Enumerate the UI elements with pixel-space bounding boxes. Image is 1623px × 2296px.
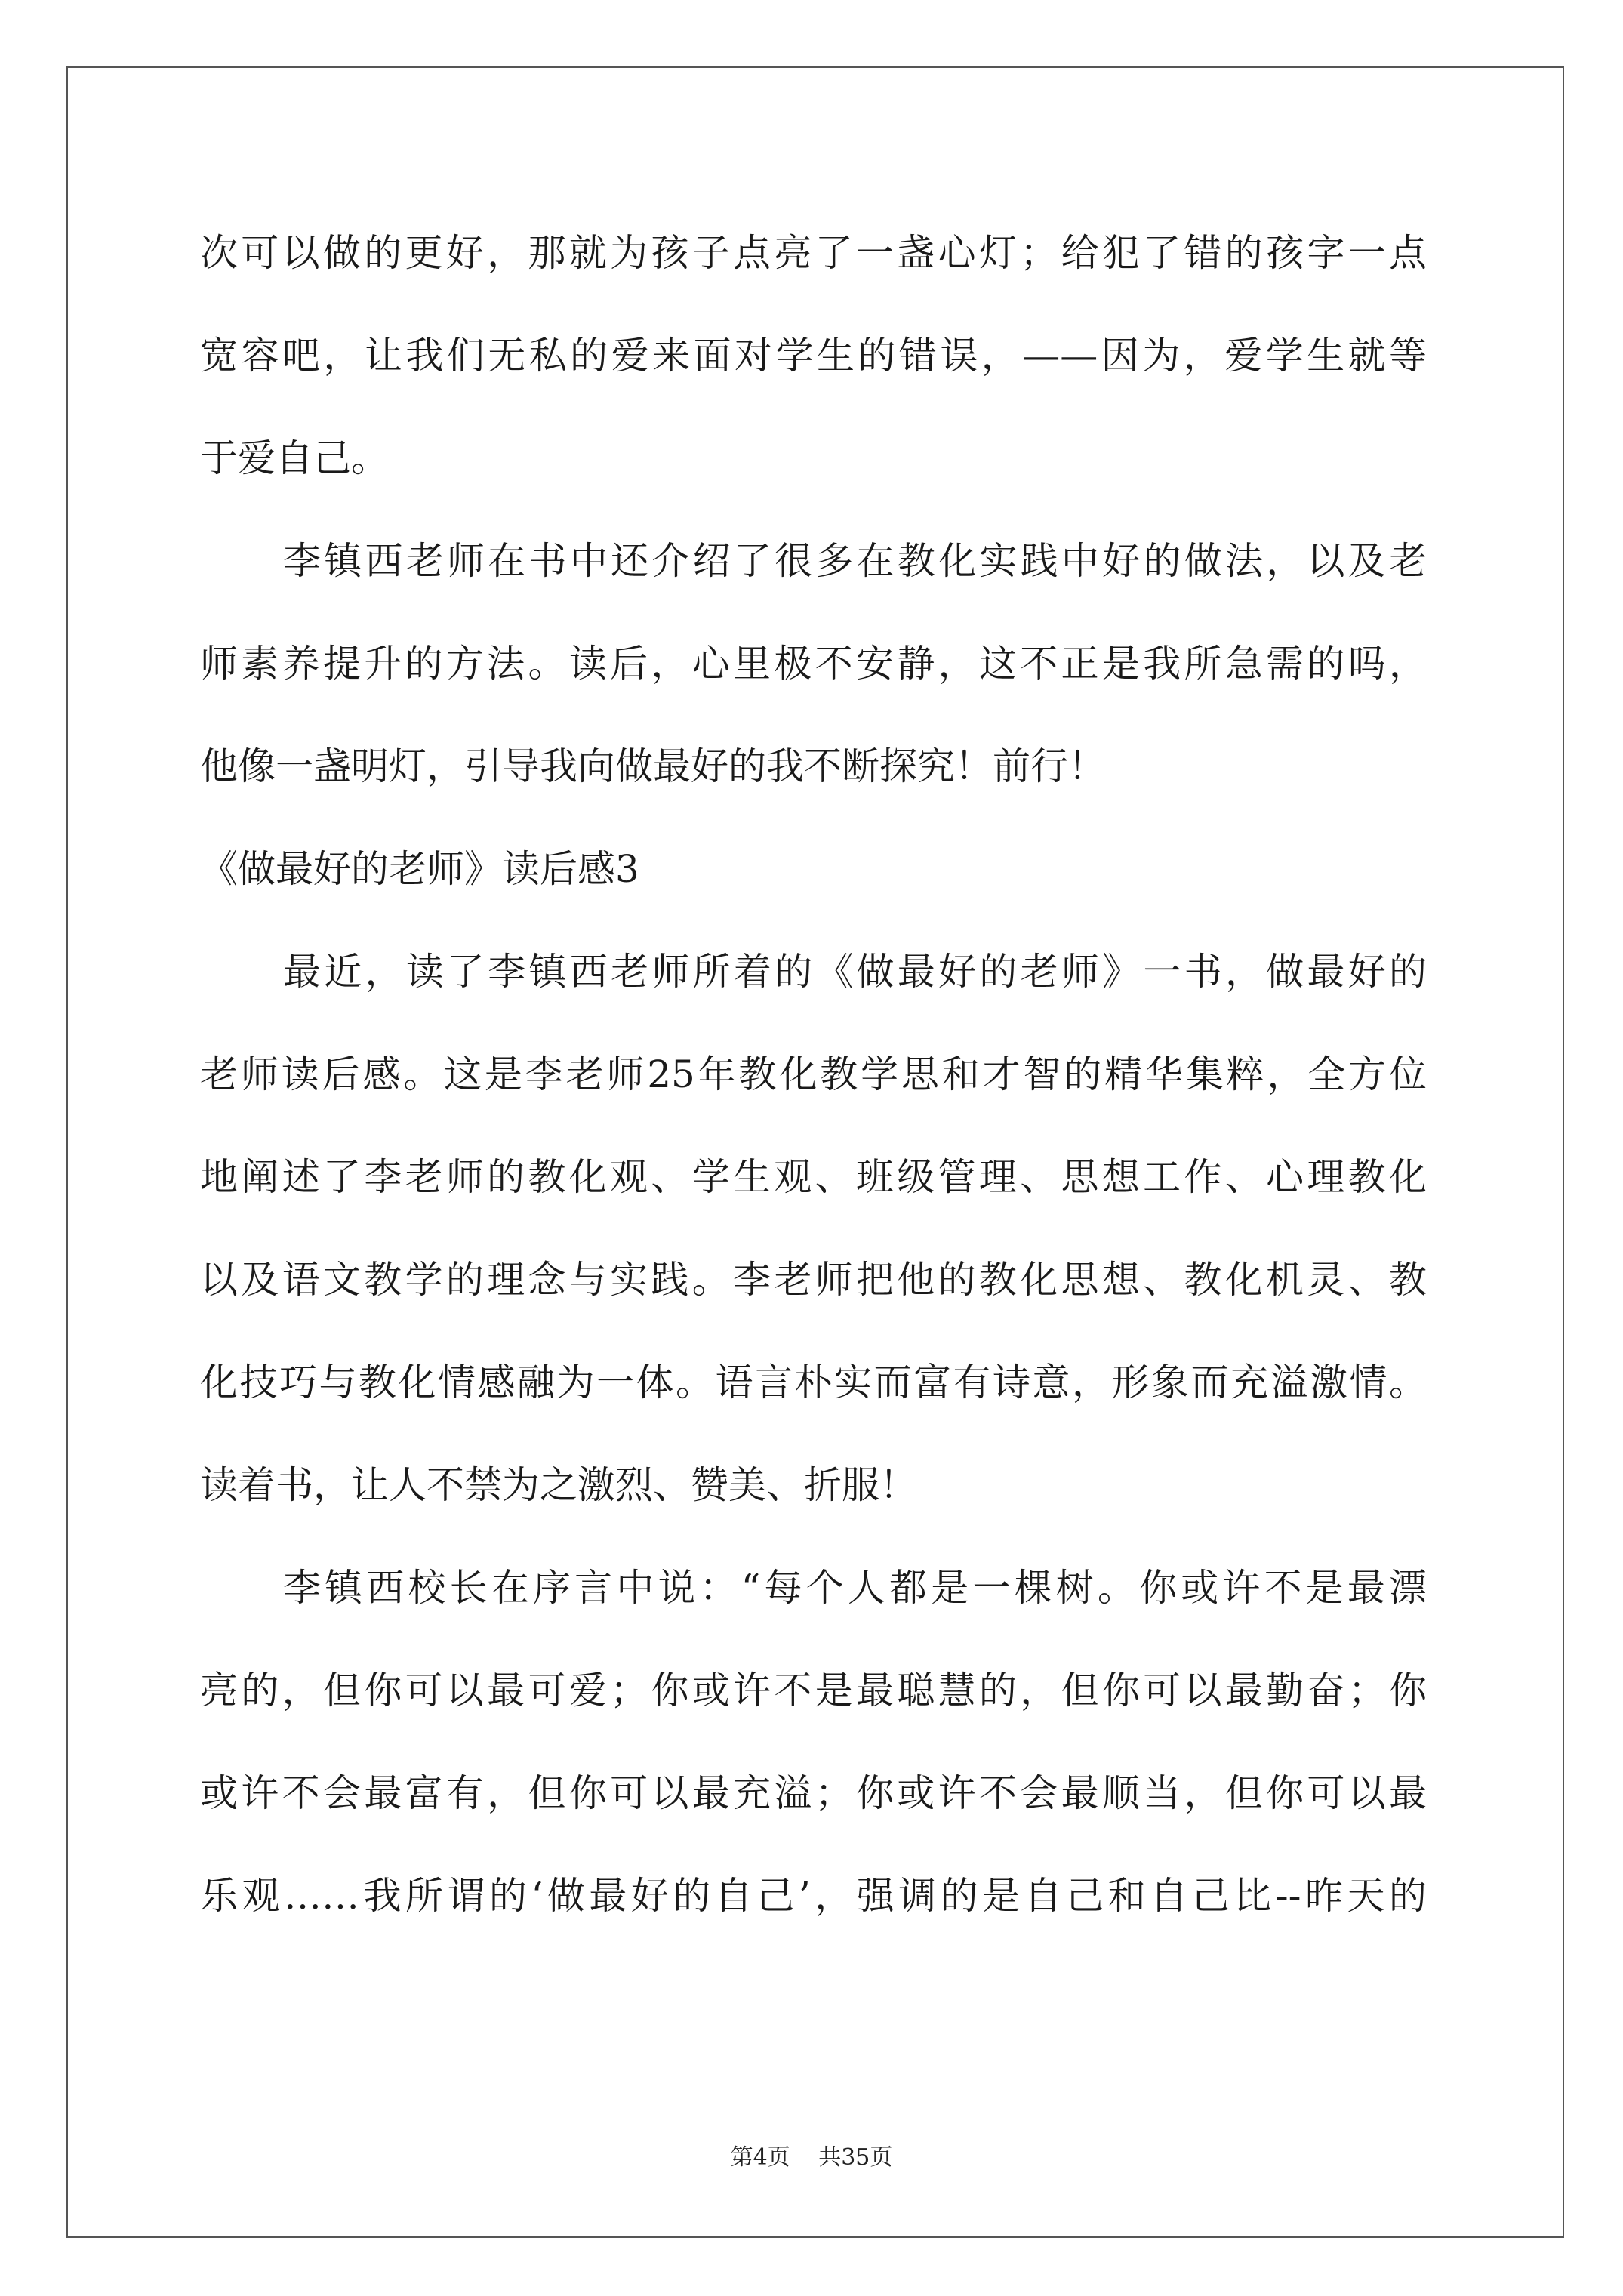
text-line: 读着书，让人不禁为之激烈、赞美、折服！ xyxy=(200,1463,917,1507)
section-heading: 《做最好的老师》读后感3 xyxy=(200,847,639,891)
text-line: 宽容吧，让我们无私的爱来面对学生的错误，——因为，爱学生就等 xyxy=(200,334,1427,378)
text-line: 乐观……我所谓的‘做最好的自己’，强调的是自己和自己比--昨天的 xyxy=(200,1874,1427,1918)
text-line: 于爱自己。 xyxy=(200,436,389,480)
text-line: 亮的，但你可以最可爱；你或许不是最聪慧的，但你可以最勤奋；你 xyxy=(200,1669,1427,1712)
text-line: 化技巧与教化情感融为一体。语言朴实而富有诗意，形象而充溢激情。 xyxy=(200,1361,1427,1404)
text-line: 最近，读了李镇西老师所着的《做最好的老师》一书，做最好的 xyxy=(283,950,1427,994)
page-number: 第4页 xyxy=(730,2144,790,2171)
text-line: 李镇西校长在序言中说：“每个人都是一棵树。你或许不是最漂 xyxy=(283,1566,1427,1610)
text-line: 师素养提升的方法。读后，心里极不安静，这不正是我所急需的吗， xyxy=(200,642,1427,686)
text-line: 次可以做的更好，那就为孩子点亮了一盏心灯；给犯了错的孩字一点 xyxy=(200,231,1427,275)
text-line: 以及语文教学的理念与实践。李老师把他的教化思想、教化机灵、教 xyxy=(200,1258,1427,1302)
page-footer xyxy=(0,2143,1623,2173)
document-body xyxy=(200,219,1427,1965)
text-line: 老师读后感。这是李老师25年教化教学思和才智的精华集粹，全方位 xyxy=(200,1052,1427,1096)
text-line: 他像一盏明灯，引导我向做最好的我不断探究！前行！ xyxy=(200,744,1106,788)
text-line: 李镇西老师在书中还介绍了很多在教化实践中好的做法，以及老 xyxy=(283,539,1427,583)
page-total: 共35页 xyxy=(818,2144,893,2171)
text-line: 或许不会最富有，但你可以最充溢；你或许不会最顺当，但你可以最 xyxy=(200,1771,1427,1815)
text-line: 地阐述了李老师的教化观、学生观、班级管理、思想工作、心理教化 xyxy=(200,1155,1427,1199)
